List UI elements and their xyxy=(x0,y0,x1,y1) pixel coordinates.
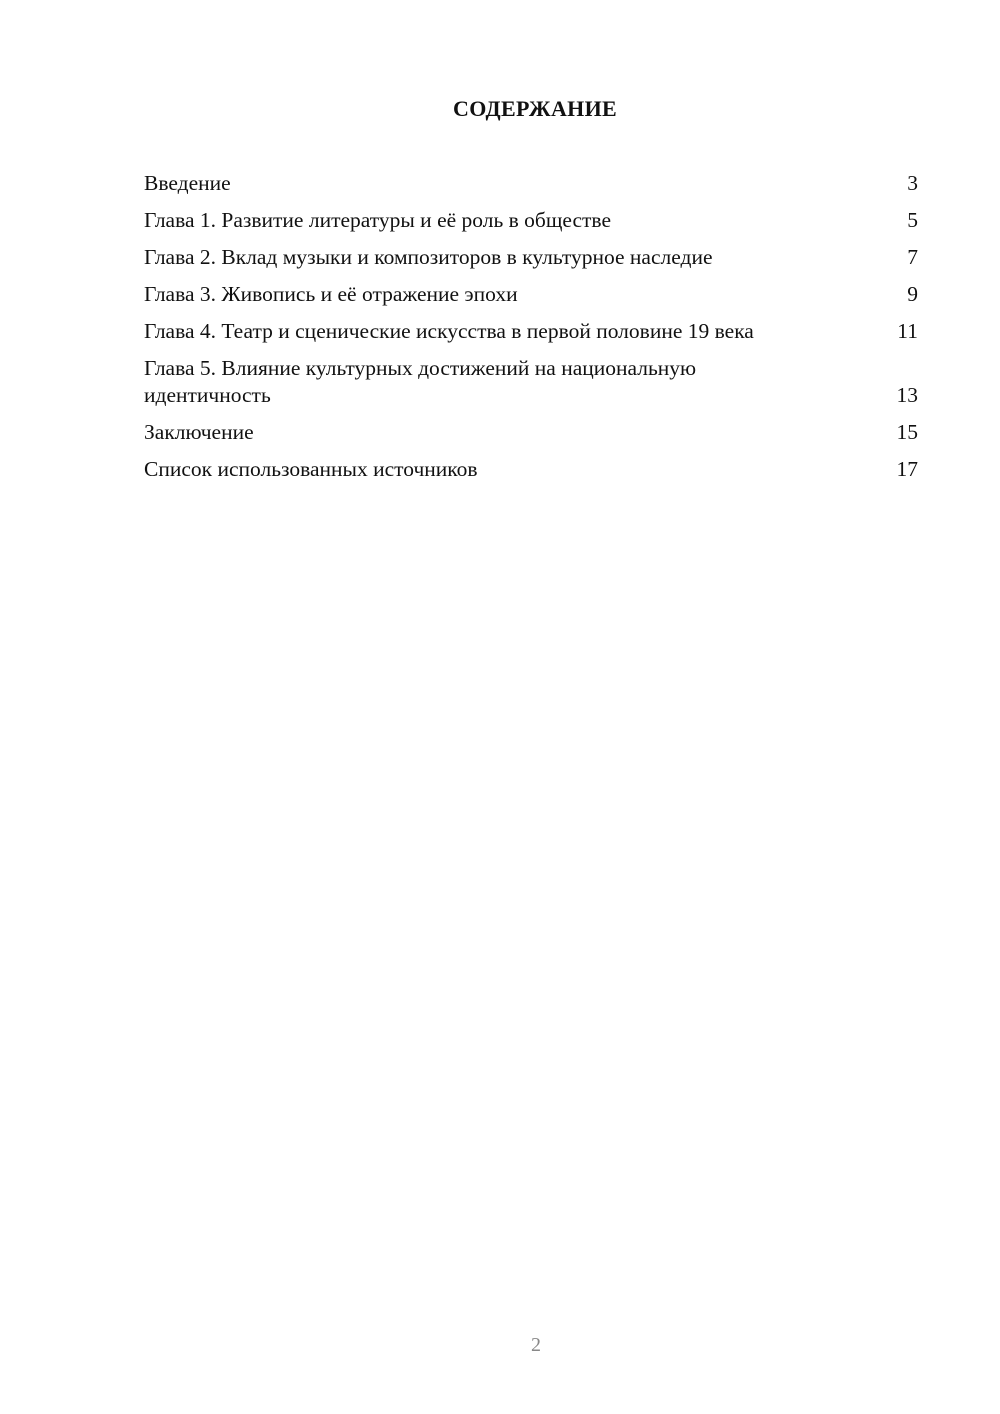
toc-entry-page: 5 xyxy=(907,208,918,232)
toc-entry xyxy=(144,456,918,483)
toc-entry xyxy=(144,207,918,234)
toc-entry xyxy=(144,318,918,345)
toc-entry xyxy=(144,244,918,271)
toc-entry-page: 11 xyxy=(897,319,918,343)
toc-entry xyxy=(144,355,918,409)
toc-entry-page: 3 xyxy=(907,171,918,195)
toc-entry-label: Заключение xyxy=(144,420,254,444)
toc-entry-label: Глава 4. Театр и сценические искусства в первой половине 19 века xyxy=(144,319,754,343)
toc-entry-label: Список использованных источников xyxy=(144,457,478,481)
toc-entry-page: 9 xyxy=(907,282,918,306)
page-number: 2 xyxy=(531,1334,541,1356)
table-of-contents xyxy=(144,170,918,493)
toc-entry xyxy=(144,281,918,308)
toc-entry-page: 13 xyxy=(896,383,918,407)
toc-entry-label: Глава 1. Развитие литературы и её роль в обществе xyxy=(144,208,612,232)
page-title: СОДЕРЖАНИЕ xyxy=(453,96,617,121)
toc-entry xyxy=(144,170,918,197)
toc-entry xyxy=(144,419,918,446)
toc-entry-page: 7 xyxy=(907,245,918,269)
toc-entry-label: Глава 2. Вклад музыки и композиторов в культурное наследие xyxy=(144,245,713,269)
toc-entry-page: 15 xyxy=(896,420,918,444)
toc-entry-label: Введение xyxy=(144,171,231,195)
toc-entry-label: Глава 5. Влияние культурных достижений на национальную идентичность xyxy=(144,356,697,407)
toc-entry-label: Глава 3. Живопись и её отражение эпохи xyxy=(144,282,518,306)
toc-entry-page: 17 xyxy=(896,457,918,481)
